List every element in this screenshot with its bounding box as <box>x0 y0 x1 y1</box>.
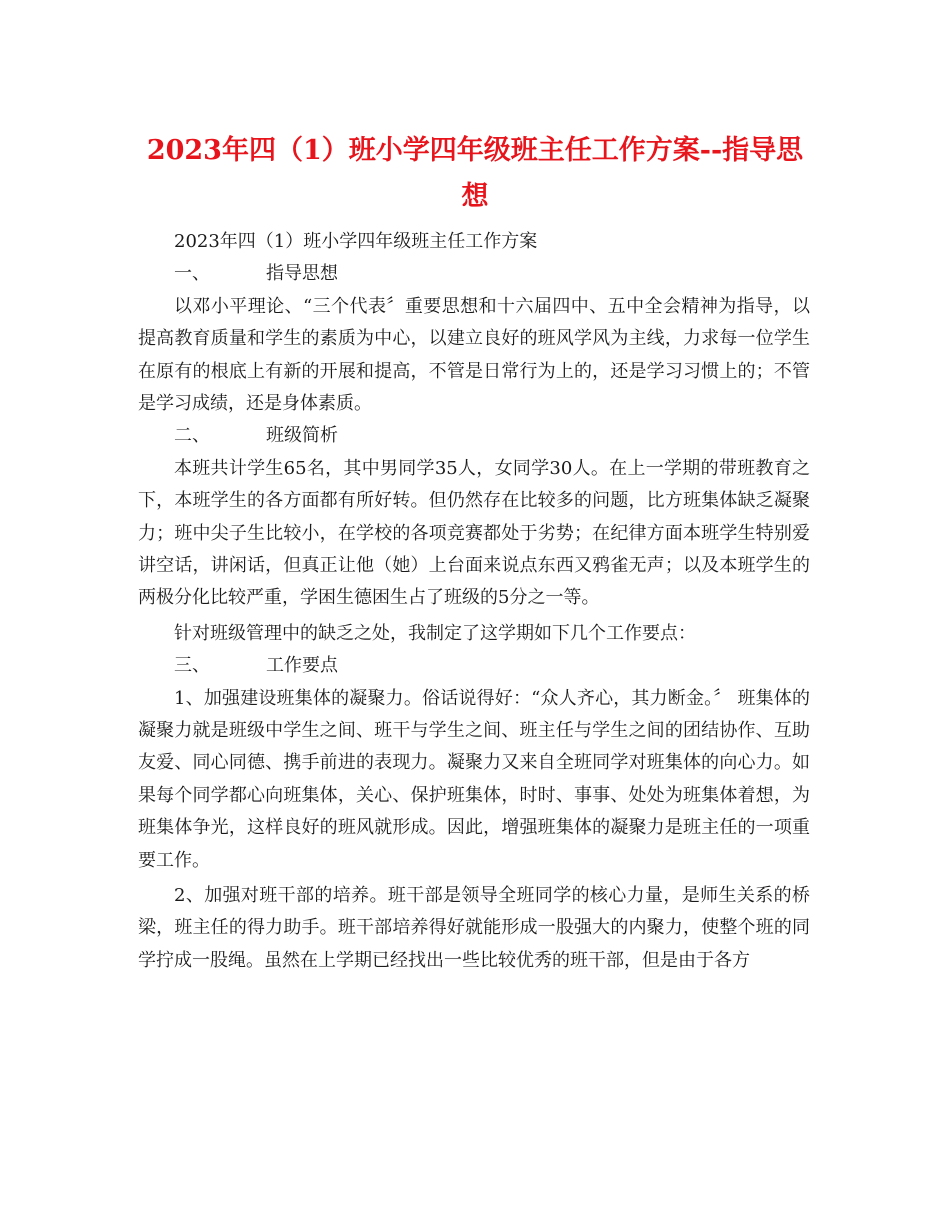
section-number: 一、 <box>174 263 210 285</box>
section-number: 二、 <box>174 425 210 447</box>
section-heading-1 <box>138 258 810 290</box>
document-title: 2023年四（1）班小学四年级班主任工作方案--指导思想 <box>146 135 804 212</box>
section-heading-2 <box>138 420 810 452</box>
paragraph-point-1: 1、加强建设班集体的凝聚力。俗话说得好：“众人齐心，其力断金。〞 班集体的凝聚力就是班级中学生之间、班干与学生之间、班主任与学生之间的团结协作、互助友爱、同心同德、携手前进的表现力。凝聚力又来自全班同学对班集体的向心力。如果每个同学都心向班集体，关心、保护班集体，时时、事事、处处为班集体着想，为班集体争光，这样良好的班风就形成。因此，增强班集体的凝聚力是班主任的一项重要工作。 <box>138 687 810 871</box>
paragraph-class-analysis: 本班共计学生65名，其中男同学35人，女同学30人。在上一学期的带班教育之下，本班学生的各方面都有所好转。但仍然存在比较多的问题，比方班集体缺乏凝聚力；班中尖子生比较小，在学校的各项竞赛都处于劣势；在纪律方面本班学生特别爱讲空话，讲闲话，但真正让他（她）上台面来说点东西又鸦雀无声；以及本班学生的两极分化比较严重，学困生德困生占了班级的5分之一等。 <box>138 457 810 609</box>
paragraph-intro-points: 针对班级管理中的缺乏之处，我制定了这学期如下几个工作要点： <box>174 622 696 644</box>
paragraph-point-2: 2、加强对班干部的培养。班干部是领导全班同学的核心力量，是师生关系的桥梁，班主任的得力助手。班干部培养得好就能形成一股强大的内聚力，使整个班的同学拧成一股绳。虽然在上学期已经找出一些比较优秀的班干部，但是由于各方 <box>138 885 810 971</box>
document-body <box>138 226 810 977</box>
section-heading-3 <box>138 650 810 682</box>
section-title: 班级简析 <box>266 425 338 447</box>
paragraph-guiding-thought: 以邓小平理论、“三个代表〞重要思想和十六届四中、五中全会精神为指导，以提高教育质量和学生的素质为中心，以建立良好的班风学风为主线，力求每一位学生在原有的根底上有新的开展和提高，不管是日常行为上的，还是学习习惯上的；不管是学习成绩，还是身体素质。 <box>138 295 810 415</box>
document-subtitle: 2023年四（1）班小学四年级班主任工作方案 <box>174 231 538 252</box>
section-number: 三、 <box>174 655 210 677</box>
section-title: 指导思想 <box>266 263 338 285</box>
section-title: 工作要点 <box>266 655 338 677</box>
